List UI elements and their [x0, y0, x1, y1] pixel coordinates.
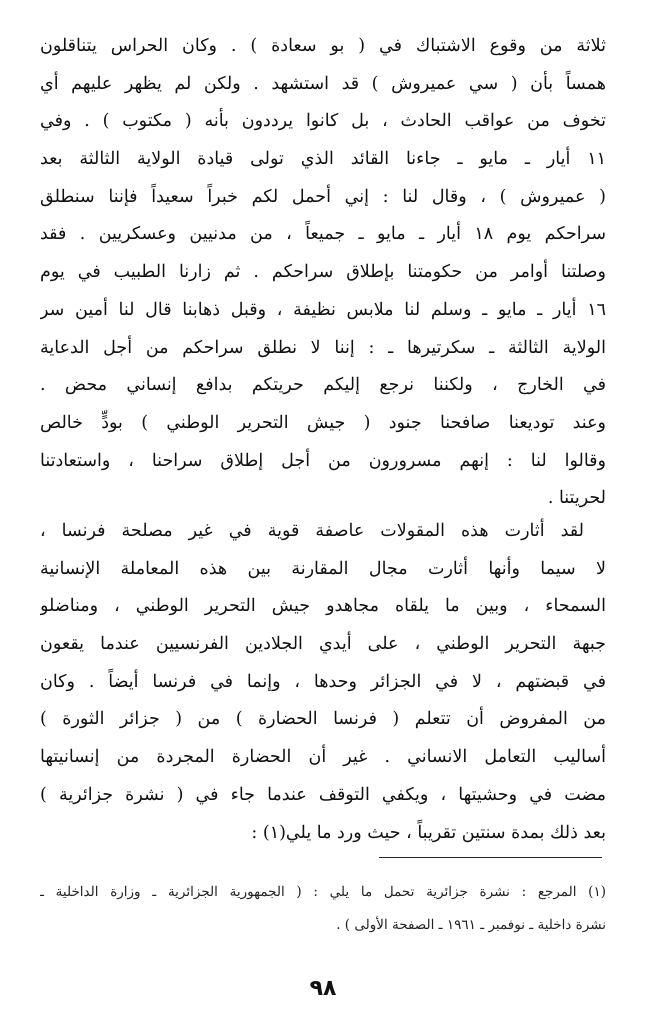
footnote-line: (١) المرجع : نشرة جزائرية تحمل ما يلي : ( الجمهورية الجزائرية ـ وزارة الداخلية ـ [40, 884, 606, 900]
text-line: السمحاء ، وبين ما يلقاه مجاهدو جيش التحرير الوطني ، ومناضلو [40, 596, 606, 617]
text-line: في الخارج ، ولكننا نرجع إليكم حريتكم بدافع إنساني محض . [40, 375, 606, 396]
text-line: سراحكم يوم ١٨ أيار ـ مايو ـ جميعاً ، من مدنيين وعسكريين . فقد [40, 224, 606, 245]
text-line: أساليب التعامل الانساني . غير أن الحضارة المجردة من إنسانيتها [40, 747, 606, 768]
text-line: من المفروض أن تتعلم ( فرنسا الحضارة ) من ( جزائر الثورة ) [40, 709, 606, 730]
footnote-line: نشرة داخلية ـ نوفمبر ـ ١٩٦١ ـ الصفحة الأولى ) . [336, 917, 606, 933]
text-line: وصلتنا أوامر من حكومتنا بإطلاق سراحكم . ثم زارنا الطبيب في يوم [40, 262, 606, 283]
text-line: ١٦ أيار ـ مايو ـ وسلم لنا ملابس نظيفة ، وقبل ذهابنا قال لنا أمين سر [40, 299, 606, 320]
text-line: جبهة التحرير الوطني ، على أيدي الجلادين الفرنسيين عندما يقعون [40, 634, 606, 655]
footnote-divider [379, 857, 602, 858]
paragraph-2 [40, 513, 606, 852]
footnotes [40, 876, 606, 942]
text-line: همساً بأن ( سي عميروش ) قد استشهد . ولكن لم يظهر عليهم أي [40, 73, 606, 94]
text-line: لا سيما وأنها أثارت مجال المقارنة بين هذه المعاملة الإنسانية [40, 558, 606, 579]
page-number: ٩٨ [309, 976, 337, 1001]
text-line: بعد ذلك بمدة سنتين تقريباً ، حيث ورد ما يلي(١) : [251, 822, 606, 843]
text-line: الولاية الثالثة ـ سكرتيرها ـ : إننا لا نطلق سراحكم من أجل الدعاية [40, 337, 606, 358]
text-line: لحريتنا . [547, 488, 606, 509]
text-line: مضت في وحشيتها ، ويكفي التوقف عندما جاء في ( نشرة جزائرية ) [40, 784, 606, 805]
text-line: تخوف من عواقب الحادث ، بل كانوا يرددون بأنه ( مكتوب ) . وفي [40, 111, 606, 132]
text-line: لقد أثارت هذه المقولات عاصفة قوية في غير مصلحة فرنسا ، [40, 521, 584, 541]
text-line: وقالوا لنا : إنهم مسرورون من أجل إطلاق سراحنا ، واستعادتنا [40, 450, 606, 471]
text-line: ( عميروش ) ، وقال لنا : إني أحمل لكم خبراً سعيداً فإننا سنطلق [40, 186, 606, 207]
text-line: وعند توديعنا صافحنا جنود ( جيش التحرير الوطني ) بودٍّ خالص [40, 412, 606, 433]
text-line: في قبضتهم ، لا في الجزائر وحدها ، وإنما في فرنسا أيضاً . وكان [40, 671, 606, 692]
paragraph-1 [40, 28, 606, 518]
text-line: ثلاثة من وقوع الاشتباك في ( بو سعادة ) . وكان الحراس يتناقلون [40, 36, 606, 56]
text-line: ١١ أيار ـ مايو ـ جاءنا القائد الذي تولى قيادة الولاية الثالثة بعد [40, 149, 606, 170]
